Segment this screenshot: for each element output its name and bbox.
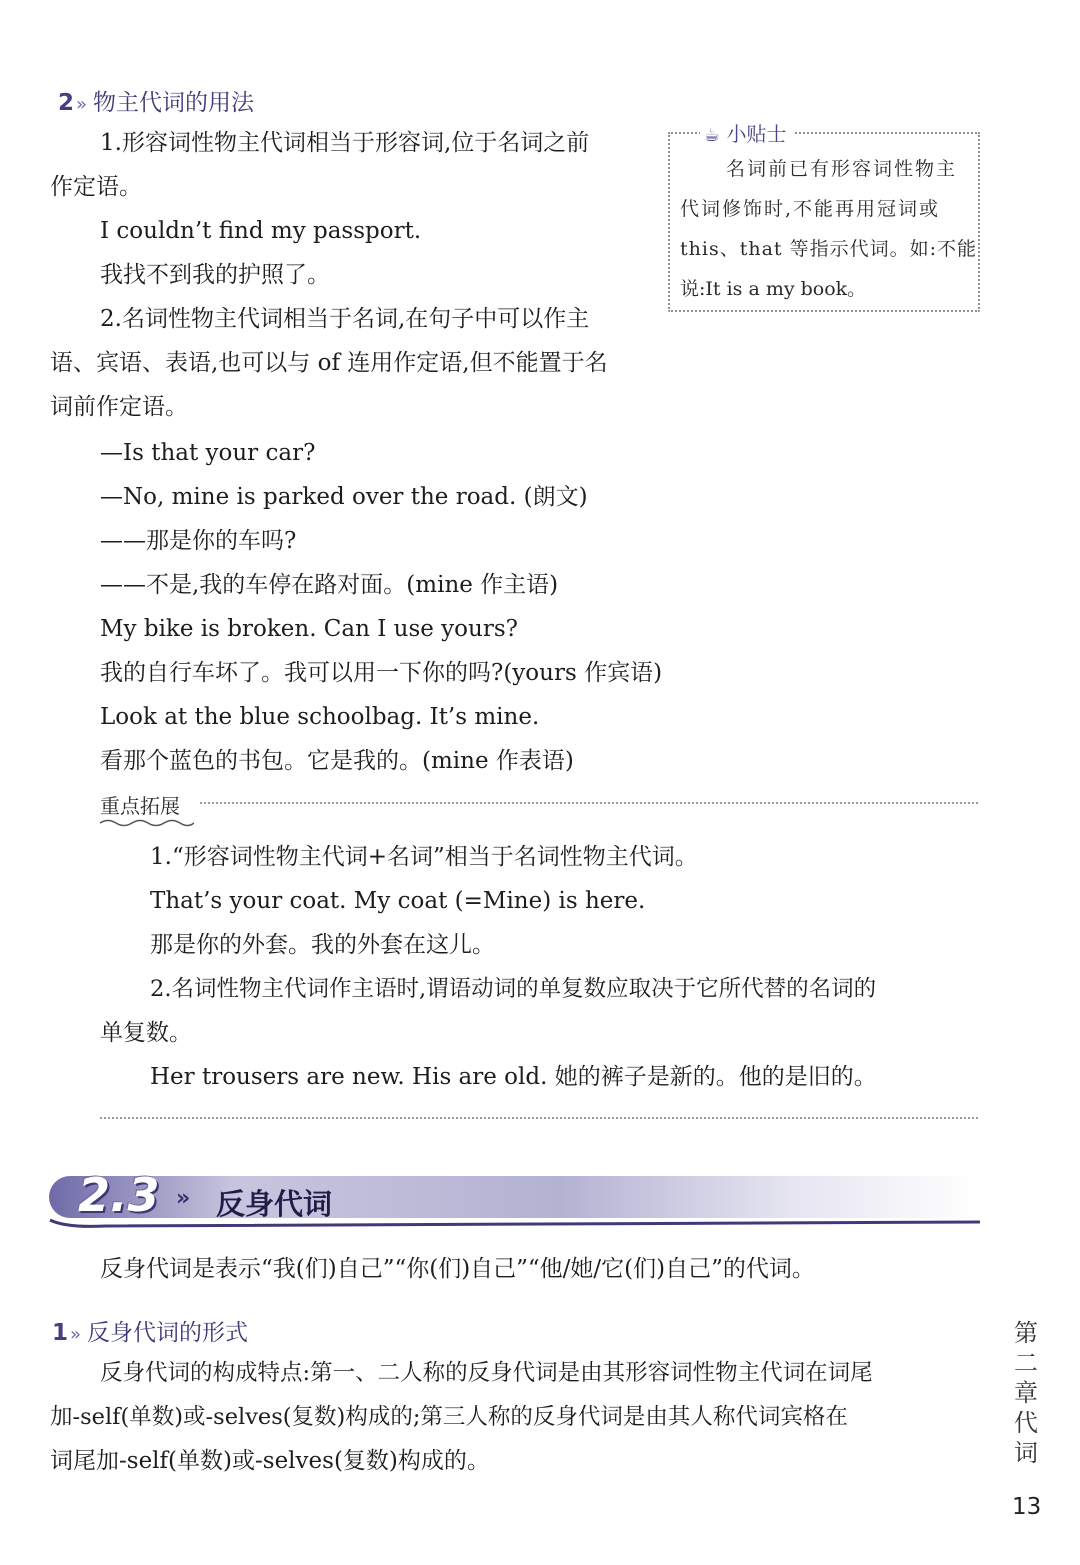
subsection-heading [52,1314,248,1347]
body-line: 语、宾语、表语,也可以与 of 连用作定语,但不能置于名 [50,350,608,376]
key-line: That’s your coat. My coat (=Mine) is here. [150,888,646,914]
section-number: 2.3 [78,1168,160,1222]
body-line: 反身代词的构成特点:第一、二人称的反身代词是由其形容词性物主代词在词尾 [100,1360,873,1386]
wavy-underline [98,818,194,828]
tip-title: 小贴士 [726,122,787,146]
body-line: 1.形容词性物主代词相当于形容词,位于名词之前 [100,130,590,156]
body-line: 词尾加-self(单数)或-selves(复数)构成的。 [50,1448,490,1474]
tip-line: 名词前已有形容词性物主 [726,158,958,180]
key-points-title: 重点拓展 [100,794,180,818]
tip-line: 说:It is a my book。 [680,278,867,300]
key-line: 单复数。 [100,1020,192,1046]
example-line: ——那是你的车吗? [100,528,297,554]
key-line: 2.名词性物主代词作主语时,谓语动词的单复数应取决于它所代替的名词的 [150,976,877,1002]
example-line: I couldn’t find my passport. [100,218,422,244]
body-line: 加-self(单数)或-selves(复数)构成的;第三人称的反身代词是由其人称代词宾格在 [50,1404,848,1430]
example-line: My bike is broken. Can I use yours? [100,616,518,642]
body-line: 词前作定语。 [50,394,188,420]
section-number: 2 [58,90,75,116]
example-line: 看那个蓝色的书包。它是我的。(mine 作表语) [100,748,574,774]
page-number: 13 [1012,1494,1042,1520]
section-title: 反身代词 [216,1187,333,1221]
chapter-marker: 第二章 代词 [1014,1319,1038,1467]
example-line: —No, mine is parked over the road. (朗文) [100,484,588,510]
example-line: Look at the blue schoolbag. It’s mine. [100,704,540,730]
key-line: Her trousers are new. His are old. 她的裤子是新的。他的是旧的。 [150,1064,877,1090]
section-heading [58,84,254,117]
section-title: 物主代词的用法 [93,90,255,116]
example-line: —Is that your car? [100,440,316,466]
tip-heading [700,118,793,147]
subsection-number: 1 [52,1320,69,1346]
chevron-right-icon: » [70,1324,82,1345]
divider [200,802,978,804]
tip-line: this、that 等指示代词。如:不能 [680,238,977,260]
intro-line: 反身代词是表示“我(们)自己”“你(们)自己”“他/她/它(们)自己”的代词。 [100,1256,815,1282]
body-line: 2.名词性物主代词相当于名词,在句子中可以作主 [100,306,590,332]
double-chevron-icon: » [176,1186,191,1211]
chevron-right-icon: » [76,94,88,115]
subsection-title: 反身代词的形式 [87,1320,249,1346]
cup-icon: ☕ [704,125,721,146]
example-line: 我的自行车坏了。我可以用一下你的吗?(yours 作宾语) [100,660,663,686]
example-line: ——不是,我的车停在路对面。(mine 作主语) [100,572,559,598]
key-line: 1.“形容词性物主代词+名词”相当于名词性物主代词。 [150,844,698,870]
key-line: 那是你的外套。我的外套在这儿。 [150,932,495,958]
tip-line: 代词修饰时,不能再用冠词或 [680,198,941,220]
example-line: 我找不到我的护照了。 [100,262,330,288]
divider [100,1117,978,1119]
body-line: 作定语。 [50,174,142,200]
